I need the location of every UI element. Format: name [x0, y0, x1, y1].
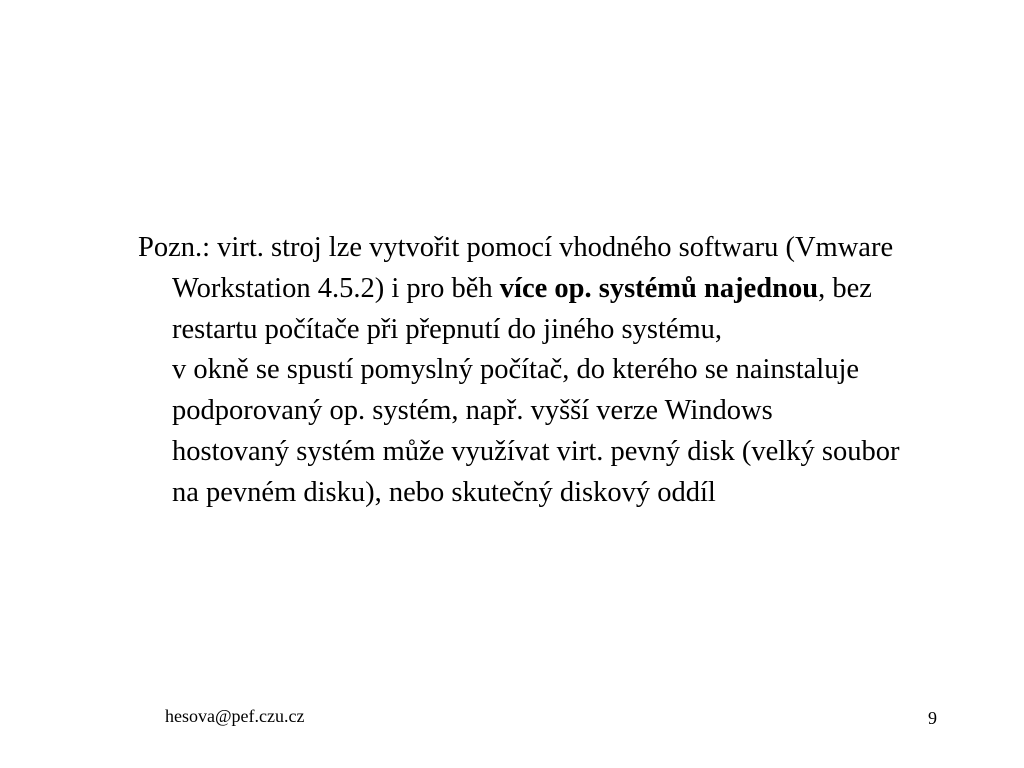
note-text-end: , bez restartu počítače při přepnutí do jiného systému,	[172, 272, 872, 345]
note-bold-phrase: více op. systémů najednou	[499, 272, 819, 304]
note-text-start: Pozn.: virt. stroj lze vytvořit pomocí vhodného softwaru (Vmware Workstation 4.5.2) i pro běh	[138, 232, 894, 304]
note-paragraph	[138, 228, 928, 350]
hosted-system-paragraph: hostovaný systém může využívat virt. pevný disk (velký soubor na pevném disku), nebo skutečný diskový oddíl	[172, 435, 900, 508]
virtual-computer-paragraph: v okně se spustí pomyslný počítač, do kterého se nainstaluje podporovaný op. systém, např. vyšší verze Windows	[172, 354, 860, 427]
footer-email: hesova@pef.czu.cz	[165, 706, 305, 726]
slide-body	[138, 228, 928, 514]
page-number: 9	[928, 708, 937, 728]
